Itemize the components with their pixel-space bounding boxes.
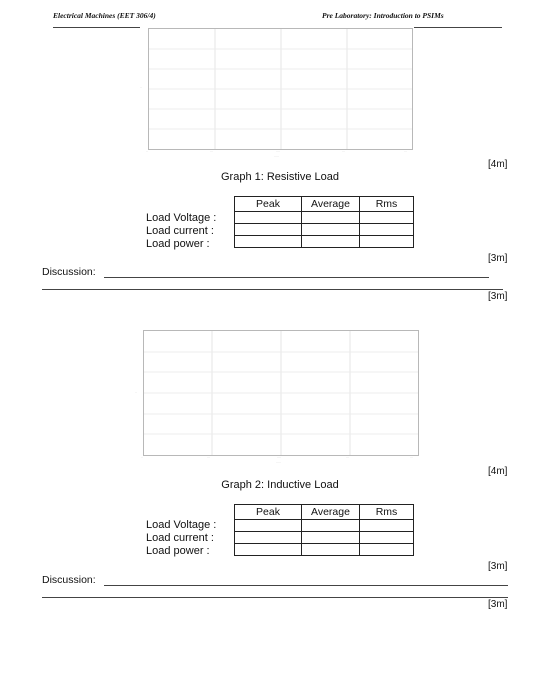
graph-2-y-tick: ··	[135, 390, 137, 394]
results-table-1	[234, 196, 414, 248]
table-2-cell[interactable]	[302, 532, 360, 544]
table-1-header-peak: Peak	[235, 197, 302, 212]
graph-1-x-axis-label: ·····	[274, 154, 279, 158]
table-2-cell[interactable]	[235, 520, 302, 532]
discussion-1-line[interactable]	[104, 277, 489, 278]
table-1-row-label: Load power :	[146, 238, 210, 250]
table-2-cell[interactable]	[235, 544, 302, 556]
header-rule-left	[53, 27, 140, 28]
table-1-row-label: Load current :	[146, 225, 214, 237]
graph-2-marks: [4m]	[488, 466, 508, 477]
table-1-marks: [3m]	[488, 253, 508, 264]
table-2-cell[interactable]	[235, 532, 302, 544]
table-2-header-rms: Rms	[360, 505, 414, 520]
table-2-cell[interactable]	[302, 520, 360, 532]
header-rule-right	[414, 27, 502, 28]
table-1-cell[interactable]	[360, 224, 414, 236]
graph-1-plot-area	[148, 28, 413, 150]
table-1-cell[interactable]	[302, 236, 360, 248]
graph-1-grid	[149, 29, 412, 149]
table-1-row-label: Load Voltage :	[146, 212, 217, 224]
table-2-cell[interactable]	[302, 544, 360, 556]
table-1-cell[interactable]	[302, 212, 360, 224]
graph-2-plot-area	[143, 330, 419, 456]
graph-2-x-axis-label: ·····	[276, 460, 281, 464]
table-2-header-average: Average	[302, 505, 360, 520]
graph-2-x-tick: ····	[277, 455, 281, 459]
graph-2-x-tick: ··	[141, 455, 143, 459]
graph-2-caption: Graph 2: Inductive Load	[221, 479, 339, 491]
table-2-row-label: Load power :	[146, 545, 210, 557]
discussion-1-line-2[interactable]	[42, 289, 503, 290]
table-2-marks: [3m]	[488, 561, 508, 572]
table-1-cell[interactable]	[302, 224, 360, 236]
table-1-header-average: Average	[302, 197, 360, 212]
table-2-header-peak: Peak	[235, 505, 302, 520]
graph-1-x-tick: ···	[404, 149, 407, 153]
graph-1-x-tick: ··	[146, 149, 148, 153]
table-2-cell[interactable]	[360, 544, 414, 556]
graph-1-x-tick: ····	[276, 149, 280, 153]
graph-2-x-tick: ···	[207, 455, 210, 459]
graph-1-x-tick: ···	[210, 149, 213, 153]
discussion-1-marks: [3m]	[488, 291, 508, 302]
discussion-2-line-2[interactable]	[42, 597, 508, 598]
table-1-cell[interactable]	[360, 236, 414, 248]
graph-2-x-tick: ···	[346, 455, 349, 459]
discussion-2-marks: [3m]	[488, 599, 508, 610]
table-2-cell[interactable]	[360, 532, 414, 544]
table-2-row-label: Load current :	[146, 532, 214, 544]
table-1-row-labels	[146, 212, 216, 251]
table-1-cell[interactable]	[235, 212, 302, 224]
header-right: Pre Laboratory: Introduction to PSIMs	[322, 11, 444, 20]
graph-1-x-tick: ···	[342, 149, 345, 153]
table-1-cell[interactable]	[360, 212, 414, 224]
graph-1-y-tick: ··	[140, 85, 142, 89]
table-2-row-label: Load Voltage :	[146, 519, 217, 531]
table-1-cell[interactable]	[235, 236, 302, 248]
discussion-2-line[interactable]	[104, 585, 508, 586]
discussion-2-label: Discussion:	[42, 574, 96, 586]
graph-2-grid	[144, 331, 418, 455]
table-1-cell[interactable]	[235, 224, 302, 236]
discussion-1-label: Discussion:	[42, 266, 96, 278]
table-2-row-labels	[146, 519, 216, 558]
graph-2-x-tick: ···	[410, 455, 413, 459]
table-1-header-rms: Rms	[360, 197, 414, 212]
header-left: Electrical Machines (EET 306/4)	[53, 11, 156, 20]
graph-1-caption: Graph 1: Resistive Load	[220, 171, 339, 183]
results-table-2	[234, 504, 414, 556]
table-2-cell[interactable]	[360, 520, 414, 532]
graph-1-marks: [4m]	[488, 159, 508, 170]
